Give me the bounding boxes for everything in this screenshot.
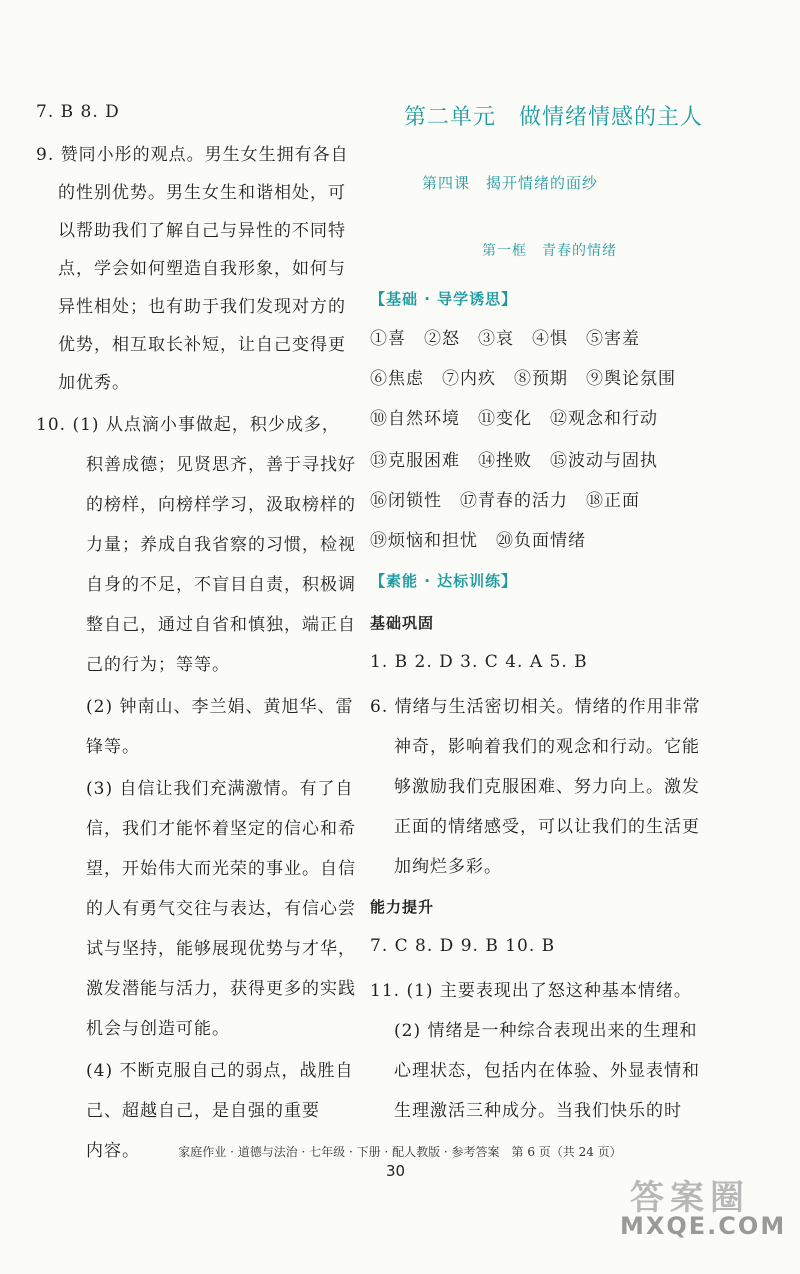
lesson-title: 第四课 揭开情绪的面纱 [422, 174, 599, 192]
answer-line: 9. 赞同小彤的观点。男生女生拥有各自 [36, 145, 349, 165]
answer-line: 心理状态，包括内在体验、外显表情和 [394, 1061, 700, 1081]
answer-line: 力量；养成自我省察的习惯，检视 [86, 535, 356, 555]
section-tag-basic: 【基础 · 导学诱思】 [370, 290, 518, 308]
answer-line: ⑯闭锁性 ⑰青春的活力 ⑱正面 [370, 491, 640, 511]
answer-line: (4) 不断克服自己的弱点，战胜自 [86, 1061, 354, 1081]
answer-line: 整自己，通过自省和慎独，端正自 [86, 615, 356, 635]
answer-line: ⑥焦虑 ⑦内疚 ⑧预期 ⑨舆论氛围 [370, 369, 676, 389]
answer-line: 6. 情绪与生活密切相关。情绪的作用非常 [370, 697, 701, 717]
answer-line: 内容。 [86, 1141, 140, 1161]
answer-line: ①喜 ②怒 ③哀 ④惧 ⑤害羞 [370, 329, 640, 349]
subheading-ability: 能力提升 [370, 898, 435, 916]
watermark-logo: 答案圈 [630, 1178, 750, 1218]
answer-line: 积善成德；见贤思齐，善于寻找好 [86, 455, 356, 475]
answer-line: 望，开始伟大而光荣的事业。自信 [86, 859, 356, 879]
group-title: 第一框 青春的情绪 [482, 243, 617, 259]
answer-line: 以帮助我们了解自己与异性的不同特 [58, 221, 346, 241]
answer-line: 己的行为；等等。 [86, 655, 230, 675]
answer-line: ⑩自然环境 ⑪变化 ⑫观念和行动 [370, 409, 658, 429]
answer-line: 机会与创造可能。 [86, 1019, 230, 1039]
subheading-basic: 基础巩固 [370, 614, 435, 632]
answer-line: (2) 钟南山、李兰娟、黄旭华、雷 [86, 697, 354, 717]
answer-line: ⑲烦恼和担忧 ⑳负面情绪 [370, 531, 586, 551]
section-tag-training: 【素能 · 达标训练】 [370, 572, 518, 590]
answer-line: 7. B 8. D [36, 102, 120, 122]
page-footer: 家庭作业 · 道德与法治 · 七年级 · 下册 · 配人教版 · 参考答案 第 6 页（共 24 页） [178, 1145, 622, 1159]
answer-line: 生理激活三种成分。当我们快乐的时 [394, 1101, 682, 1121]
answer-line: 7. C 8. D 9. B 10. B [370, 936, 556, 956]
answer-line: 点，学会如何塑造自我形象，如何与 [58, 259, 346, 279]
watermark-site: MXQE.COM [620, 1212, 787, 1240]
answer-line: 自身的不足，不盲目自责，积极调 [86, 575, 356, 595]
answer-line: 11. (1) 主要表现出了怒这种基本情绪。 [370, 981, 692, 1001]
answer-line: 加绚烂多彩。 [394, 857, 502, 877]
answer-line: 够激励我们克服困难、努力向上。激发 [394, 777, 700, 797]
answer-line: 的榜样，向榜样学习，汲取榜样的 [86, 495, 356, 515]
answer-line: 激发潜能与活力，获得更多的实践 [86, 979, 356, 999]
answer-line: 试与坚持，能够展现优势与才华， [86, 939, 356, 959]
answer-line: 1. B 2. D 3. C 4. A 5. B [370, 652, 588, 672]
answer-line: (3) 自信让我们充满激情。有了自 [86, 779, 354, 799]
answer-line: 异性相处；也有助于我们发现对方的 [58, 297, 346, 317]
answer-line: 加优秀。 [58, 373, 130, 393]
answer-line: 的人有勇气交往与表达，有信心尝 [86, 899, 356, 919]
page-number: 30 [386, 1162, 406, 1180]
unit-title: 第二单元 做情绪情感的主人 [404, 105, 704, 130]
watermark [600, 1176, 790, 1266]
answer-line: 的性别优势。男生女生和谐相处，可 [58, 183, 346, 203]
answer-line: 10. (1) 从点滴小事做起，积少成多， [36, 415, 340, 435]
answer-line: 己、超越自己，是自强的重要 [86, 1101, 320, 1121]
answer-line: 优势，相互取长补短，让自己变得更 [58, 335, 346, 355]
answer-line: 正面的情绪感受，可以让我们的生活更 [394, 817, 700, 837]
answer-line: 信，我们才能怀着坚定的信心和希 [86, 819, 356, 839]
answer-line: 锋等。 [86, 737, 140, 757]
answer-line: 神奇，影响着我们的观念和行动。它能 [394, 737, 700, 757]
answer-line: (2) 情绪是一种综合表现出来的生理和 [394, 1021, 698, 1041]
answer-line: ⑬克服困难 ⑭挫败 ⑮波动与固执 [370, 451, 658, 471]
